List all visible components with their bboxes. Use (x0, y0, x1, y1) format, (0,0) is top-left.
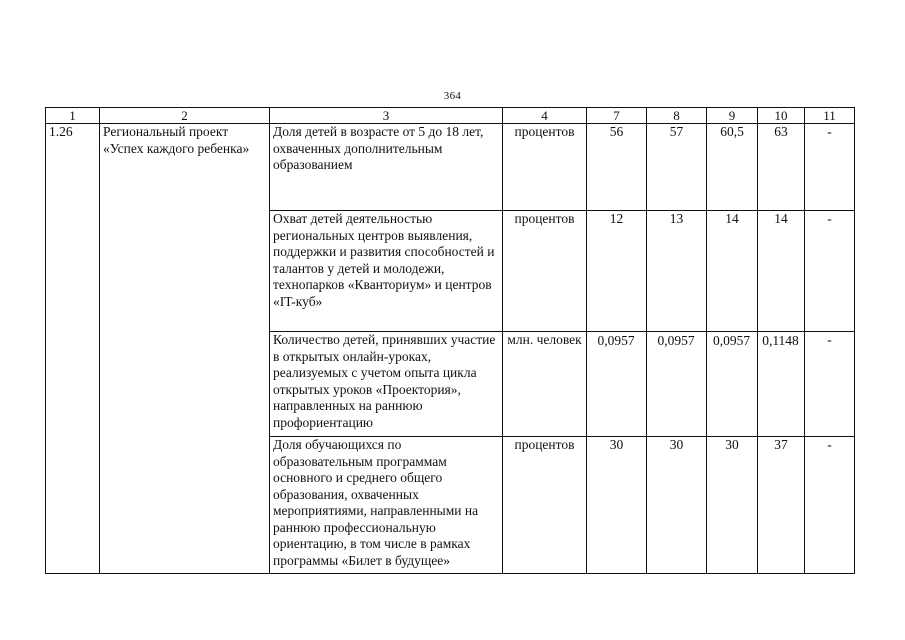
value-col-7: 30 (587, 437, 647, 574)
column-header: 9 (707, 108, 758, 124)
column-header: 8 (647, 108, 707, 124)
value-col-9: 60,5 (707, 124, 758, 211)
column-header: 11 (805, 108, 855, 124)
value-col-7: 56 (587, 124, 647, 211)
table-row (46, 124, 855, 211)
value-col-10: 63 (758, 124, 805, 211)
value-col-10: 0,1148 (758, 332, 805, 437)
unit: процентов (503, 211, 587, 332)
value-col-9: 0,0957 (707, 332, 758, 437)
value-col-10: 14 (758, 211, 805, 332)
value-col-8: 13 (647, 211, 707, 332)
indicator-name: Количество детей, принявших участие в открытых онлайн-уроках, реализуемых с учетом опыта цикла открытых уроков «Проектория», направленных на раннюю профориентацию (270, 332, 503, 437)
value-col-8: 30 (647, 437, 707, 574)
value-col-8: 0,0957 (647, 332, 707, 437)
value-col-9: 14 (707, 211, 758, 332)
unit: млн. человек (503, 332, 587, 437)
unit: процентов (503, 437, 587, 574)
project-name: Региональный проект «Успех каждого ребенка» (100, 124, 270, 574)
value-col-7: 12 (587, 211, 647, 332)
item-code: 1.26 (46, 124, 100, 574)
indicator-name: Охват детей деятельностью региональных центров выявления, поддержки и развития способностей и талантов у детей и молодежи, технопарков «Кванториум» и центров «IT-куб» (270, 211, 503, 332)
value-col-9: 30 (707, 437, 758, 574)
indicators-table (45, 107, 855, 574)
value-col-11: - (805, 437, 855, 574)
indicator-name: Доля детей в возрасте от 5 до 18 лет, охваченных дополнительным образованием (270, 124, 503, 211)
column-header: 3 (270, 108, 503, 124)
page-number: 364 (443, 90, 462, 102)
value-col-11: - (805, 211, 855, 332)
column-header: 4 (503, 108, 587, 124)
value-col-11: - (805, 124, 855, 211)
indicator-name: Доля обучающихся по образовательным программам основного и среднего общего образования, охваченных мероприятиями, направленными на раннюю профессиональную ориентацию, в том числе в рамках программы «Билет в будущее» (270, 437, 503, 574)
column-header: 1 (46, 108, 100, 124)
column-header: 10 (758, 108, 805, 124)
column-header: 2 (100, 108, 270, 124)
unit: процентов (503, 124, 587, 211)
table-header-row (46, 108, 855, 124)
value-col-8: 57 (647, 124, 707, 211)
column-header: 7 (587, 108, 647, 124)
value-col-10: 37 (758, 437, 805, 574)
value-col-7: 0,0957 (587, 332, 647, 437)
value-col-11: - (805, 332, 855, 437)
